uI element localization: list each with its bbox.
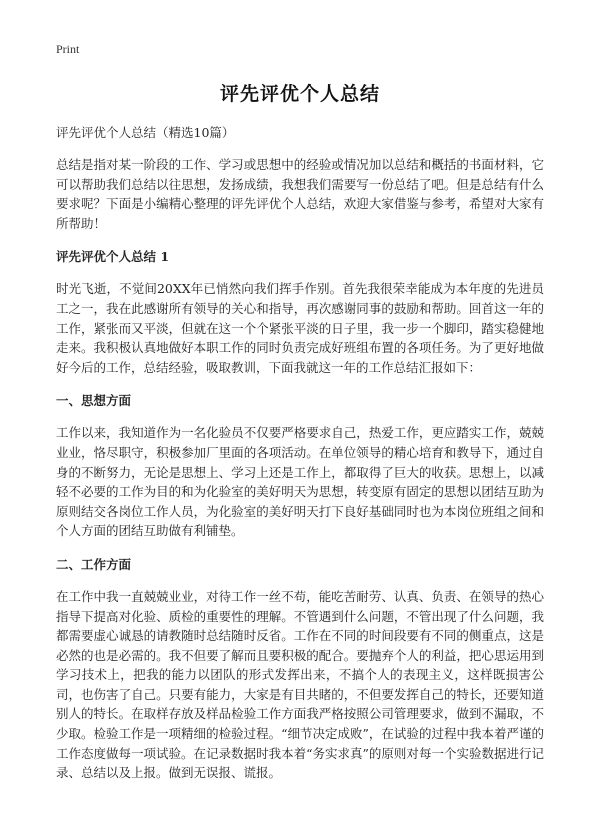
section-1-heading: 评先评优个人总结 1 bbox=[56, 249, 170, 265]
section-1-paragraph: 时光飞逝，不觉间20XX年已悄然向我们挥手作别。首先我很荣幸能成为本年度的先进员工之一，我在此感谢所有领导的关心和指导，再次感谢同事的鼓励和帮助。回首这一年的工作，紧张而又平淡，但就在这一个个紧张平淡的日子里，我一步一个脚印，踏实稳健地走来。我积极认真地做好本职工作的同时负责完成好班组布置的各项任务。为了更好地做好今后的工作，总结经验，吸取教训，下面我就这一年的工作总结汇报如下： bbox=[56, 281, 544, 375]
thought-aspect-paragraph: 工作以来，我知道作为一名化验员不仅要严格要求自己，热爱工作，更应踏实工作，兢兢业业，恪尽职守，积极参加厂里面的各项活动。在单位领导的精心培育和教导下，通过自身的不断努力，无论是思想上、学习上还是工作上，都取得了巨大的收获。思想上，以减轻不必要的工作为目的和为化验室的美好明天为思想，转变原有固定的思想以团结互助为原则结交各岗位工作人员，为化验室的美好明天打下良好基础同时也为本岗位班组之间和个人方面的团结互助做有利铺垫。 bbox=[56, 425, 544, 539]
work-aspect-heading: 二、工作方面 bbox=[56, 556, 132, 572]
work-aspect-paragraph: 在工作中我一直兢兢业业，对待工作一丝不苟，能吃苦耐劳、认真、负责、在领导的热心指导下提高对化验、质检的重要性的理解。不管遇到什么问题，不管出现了什么问题，我都需要虚心诚恳的请教随时总结随时反省。工作在不同的时间段要有不同的侧重点，这是必然的也是必需的。我不但要了解而且要积极的配合。要抛弃个人的利益，把心思运用到学习技术上，把我的能力以团队的形式发挥出来，不搞个人的表现主义，这样既损害公司，也伤害了自己。只要有能力，大家是有目共睹的，不但要发挥自己的特长，还要知道别人的特长。在取样存放及样品检验工作方面我严格按照公司管理要求，做到不漏取，不少取。检验工作是一项精细的检验过程。“细节决定成败”，在试验的过程中我本着严谨的工作态度做每一项试验。在记录数据时我本着“务实求真”的原则对每一个实验数据进行记录、总结以及上报。做到无误报、谎报。 bbox=[56, 588, 544, 781]
intro-paragraph: 总结是指对某一阶段的工作、学习或思想中的经验或情况加以总结和概括的书面材料，它可以帮助我们总结以往思想，发扬成绩，我想我们需要写一份总结了吧。但是总结有什么要求呢？下面是小编精心整理的评先评优个人总结，欢迎大家借鉴与参考，希望对大家有所帮助！ bbox=[56, 157, 544, 231]
print-link[interactable]: Print bbox=[56, 42, 80, 56]
document-subtitle: 评先评优个人总结（精选10篇） bbox=[56, 125, 235, 140]
thought-aspect-heading: 一、思想方面 bbox=[56, 393, 132, 409]
document-title: 评先评优个人总结 bbox=[219, 83, 380, 105]
